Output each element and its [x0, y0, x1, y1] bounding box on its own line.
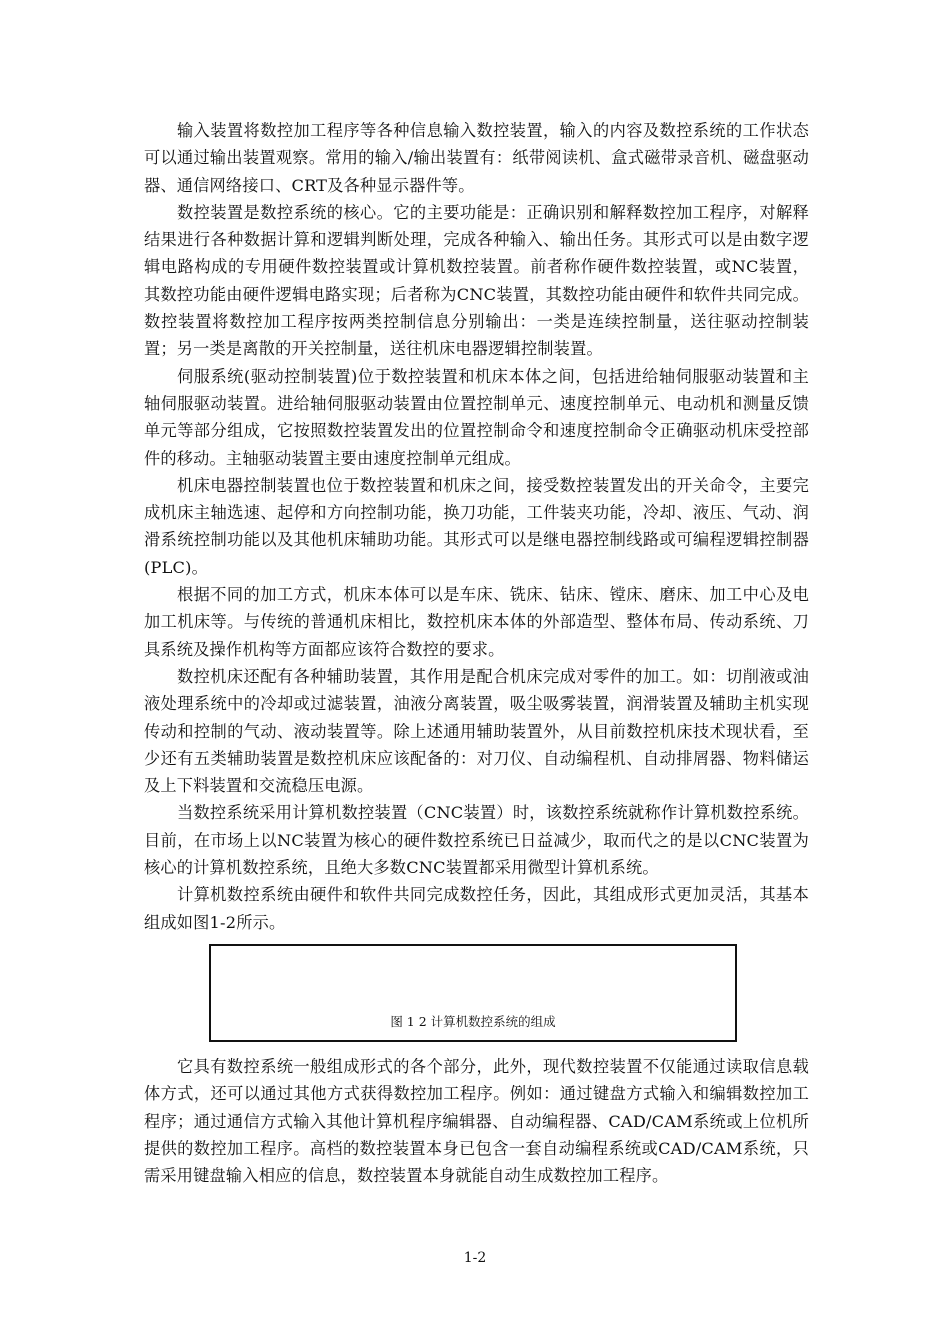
- paragraph-composition-intro: 计算机数控系统由硬件和软件共同完成数控任务，因此，其组成形式更加灵活，其基本组成如图1-2所示。: [144, 885, 809, 932]
- page-number: 1-2: [463, 1250, 487, 1266]
- paragraph-machine-body: 根据不同的加工方式，机床本体可以是车床、铣床、钻床、镗床、磨床、加工中心及电加工机床等。与传统的普通机床相比，数控机床本体的外部造型、整体布局、传动系统、刀具系统及操作机构等方面都应该符合数控的要求。: [144, 585, 809, 659]
- paragraph-input-devices: 输入装置将数控加工程序等各种信息输入数控装置，输入的内容及数控系统的工作状态可以通过输出装置观察。常用的输入/输出装置有：纸带阅读机、盒式磁带录音机、磁盘驱动器、通信网络接口、CRT及各种显示器件等。: [144, 121, 809, 195]
- paragraph-cnc-system: 当数控系统采用计算机数控装置（CNC装置）时，该数控系统就称作计算机数控系统。目前，在市场上以NC装置为核心的硬件数控系统已日益减少，取而代之的是以CNC装置为核心的计算机数控系统，且绝大多数CNC装置都采用微型计算机系统。: [144, 803, 809, 878]
- paragraph-servo-system: 伺服系统(驱动控制装置)位于数控装置和机床本体之间，包括进给轴伺服驱动装置和主轴伺服驱动装置。进给轴伺服驱动装置由位置控制单元、速度控制单元、电动机和测量反馈单元等部分组成，它按照数控装置发出的位置控制命令和速度控制命令正确驱动机床受控部件的移动。主轴驱动装置主要由速度控制单元组成。: [144, 366, 809, 468]
- paragraph-program-input: 它具有数控系统一般组成形式的各个部分，此外，现代数控装置不仅能通过读取信息载体方式，还可以通过其他方式获得数控加工程序。例如：通过键盘方式输入和编辑数控加工程序；通过通信方式输入其他计算机程序编辑器、自动编程器、CAD/CAM系统或上位机所提供的数控加工程序。高档的数控装置本身已包含一套自动编程系统或CAD/CAM系统，只需采用键盘输入相应的信息，数控装置本身就能自动生成数控加工程序。: [144, 1056, 809, 1186]
- document-page: [144, 117, 809, 1189]
- figure-caption: 图 1 2 计算机数控系统的组成: [390, 1013, 556, 1029]
- paragraph-auxiliary-devices: 数控机床还配有各种辅助装置，其作用是配合机床完成对零件的加工。如：切削液或油液处理系统中的冷却或过滤装置，油液分离装置，吸尘吸雾装置，润滑装置及辅助主机实现传动和控制的气动、液动装置等。除上述通用辅助装置外，从目前数控机床技术现状看，至少还有五类辅助装置是数控机床应该配备的：对刀仪、自动编程机、自动排屑器、物料储运及上下料装置和交流稳压电源。: [144, 666, 809, 796]
- paragraph-cnc-unit: 数控装置是数控系统的核心。它的主要功能是：正确识别和解释数控加工程序，对解释结果进行各种数据计算和逻辑判断处理，完成各种输入、输出任务。其形式可以是由数字逻辑电路构成的专用硬件数控装置或计算机数控装置。前者称作硬件数控装置，或NC装置，其数控功能由硬件逻辑电路实现；后者称为CNC装置，其数控功能由硬件和软件共同完成。数控装置将数控加工程序按两类控制信息分别输出：一类是连续控制量，送往驱动控制装置；另一类是离散的开关控制量，送往机床电器逻辑控制装置。: [144, 202, 809, 359]
- figure-1-2-frame: [209, 944, 737, 1042]
- paragraph-electrical-control: 机床电器控制装置也位于数控装置和机床之间，接受数控装置发出的开关命令，主要完成机床主轴选速、起停和方向控制功能，换刀功能，工件装夹功能，冷却、液压、气动、润滑系统控制功能以及其他机床辅助功能。其形式可以是继电器控制线路或可编程逻辑控制器(PLC)。: [144, 475, 809, 577]
